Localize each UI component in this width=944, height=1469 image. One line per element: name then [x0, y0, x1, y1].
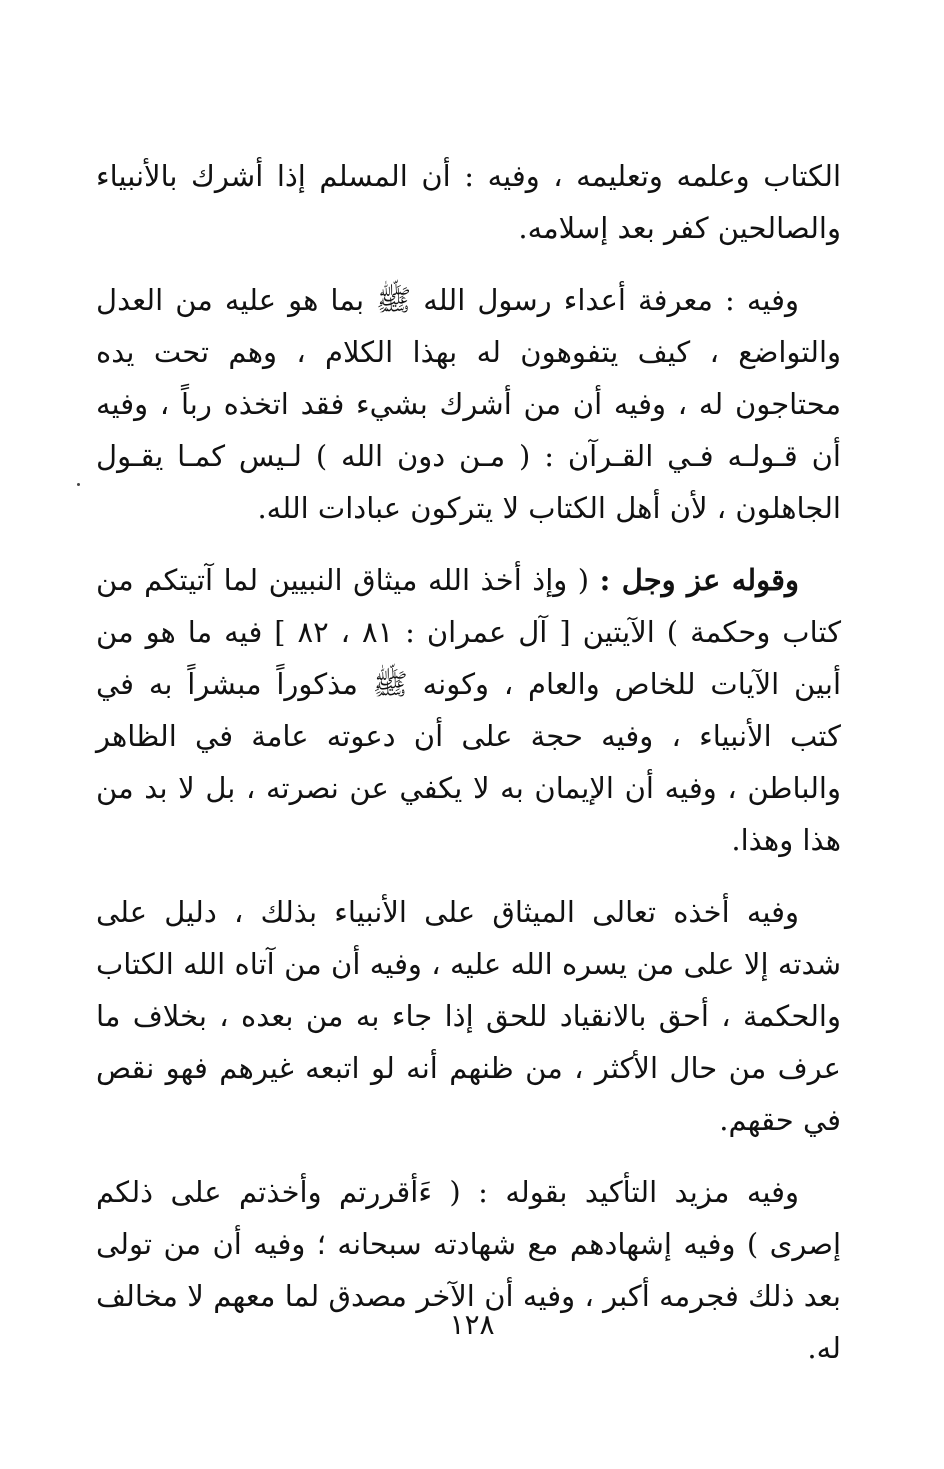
page-number: ١٢٨: [449, 1308, 495, 1341]
page-body: [96, 150, 841, 1394]
paragraph-2-text: وفيه : معرفة أعداء رسول الله ﷺ بما هو عليه من العدل والتواضع ، كيف يتفوهون له بهذا الكلام ، وهم تحت يده محتاجون له ، وفيه أن من أشرك بشيء فقد اتخذه رباً ، وفيه أن قـولـه فـي القـرآن : ( مـن دون الله ) لـيس كمـا يقـول الجاهلون ، لأن أهل الكتاب لا يتركون عبادات الله.: [96, 283, 841, 525]
paragraph-5: [96, 1166, 841, 1374]
paragraph-5-text: وفيه مزيد التأكيد بقوله : ( ءَأقررتم وأخذتم على ذلكم إصرى ) وفيه إشهادهم مع شهادته سبحانه ؛ وفيه أن من تولى بعد ذلك فجرمه أكبر ، وفيه أن الآخر مصدق لما معهم لا مخالف له.: [96, 1175, 841, 1365]
scan-speck: [77, 483, 80, 486]
paragraph-3-text: ( وإذ أخذ الله ميثاق النبيين لما آتيتكم من كتاب وحكمة ) الآيتين [ آل عمران : ٨١ ، ٨٢ ] فيه ما هو من أبين الآيات للخاص والعام ، وكونه ﷺ مذكوراً مبشراً به في كتب الأنبياء ، وفيه حجة على أن دعوته عامة في الظاهر والباطن ، وفيه أن الإيمان به لا يكفي عن نصرته ، بل لا بد من هذا وهذا.: [96, 563, 842, 857]
paragraph-1: [96, 150, 841, 254]
paragraph-3-lead: وقوله عز وجل :: [599, 563, 799, 597]
paragraph-2: [96, 274, 841, 534]
paragraph-4-text: وفيه أخذه تعالى الميثاق على الأنبياء بذلك ، دليل على شدته إلا على من يسره الله عليه ، وفيه أن من آتاه الله الكتاب والحكمة ، أحق بالانقياد للحق إذا جاء به من بعده ، بخلاف ما عرف من حال الأكثر ، من ظنهم أنه لو اتبعه غيرهم فهو نقص في حقهم.: [96, 895, 841, 1137]
paragraph-1-text: الكتاب وعلمه وتعليمه ، وفيه : أن المسلم إذا أشرك بالأنبياء والصالحين كفر بعد إسلامه.: [96, 159, 841, 245]
paragraph-3: [96, 554, 841, 866]
paragraph-4: [96, 886, 841, 1146]
